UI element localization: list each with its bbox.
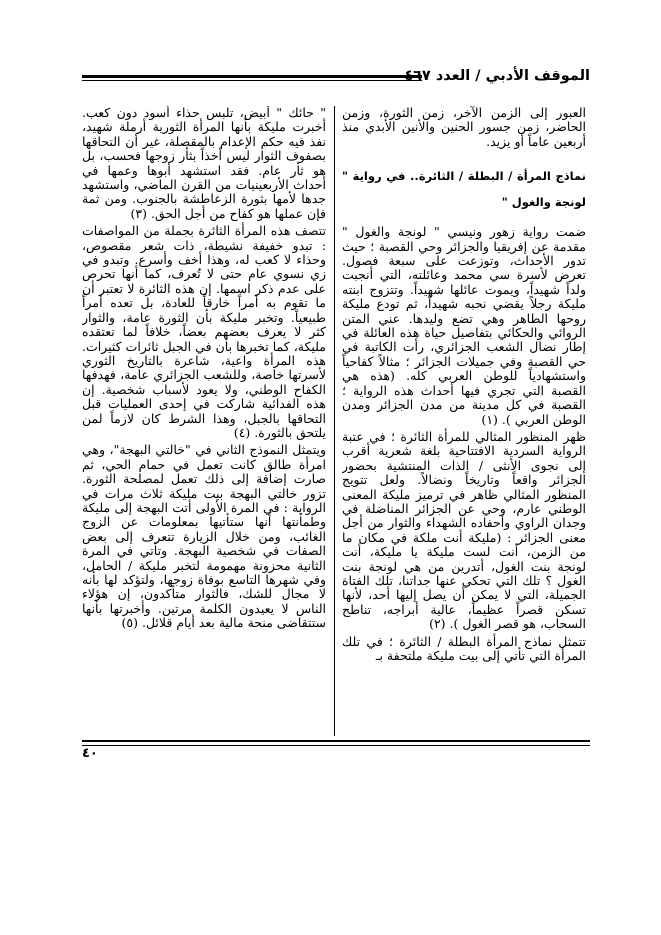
- body-paragraph: ظهر المنظور المثالي للمرأة الثائرة ؛ في عتبة الرواية السردية الافتتاحية بلغة شعرية أقرب إلى نجوى الأنثى / الذات المنتشية بحضور الجزائر واقعاً وتاريخاً ونضالاً. ولعل تتويج المنظور المثالي ظاهر في ترميز مليكة المعنى الوطني عارم، وحي عن الجزائر المناضلة في وجدان الراوي وأحفاده الشهداء والثوار من أجل معنى الجزائر : (مليكة أنت ملكة في مكان ما من الزمن، أنت لست مليكة يا مليكة، أنت لونجة بنت الغول، أتدرين من هي لونجة بنت الغول ؟ تلك التي تحكي عنها جداتنا، تلك الفتاة الجميلة، التي لا يمكن أن يصل إليها أحد، لأنها تسكن قصراً عظيماً، عالية أبراجه، تناطح السحاب، هو قصر الغول ). (٢): [342, 428, 586, 632]
- body-paragraph: تتمثل نماذج المرأة البطلة / الثائرة ؛ في تلك المرأة التي تأتي إلى بيت مليكة ملتحفة بـ: [342, 633, 586, 663]
- body-paragraph: ويتمثل النموذج الثاني في "خالتي البهجة"، وهي امرأة طالق كانت تعمل في حمام الحي، ثم صارت إضافة إلى ذلك تعمل لمصلحة الثورة. تزور خالتي البهجة بيت مليكة ثلاث مرات في الرواية : في المرة الأولى أتت البهجة إلى مليكة وطمأنتها أنها ستأتيها بمعلومات عن الزوج الغائب، ومن خلال الزيارة تتعرف إلى بعض الصفات في شخصية البهجة. وتأتي في المرة الثانية محزونة مهمومة لتخبر مليكة / الحامل، وفي شهرها التاسع بوفاة زوجها، ولتؤكد لها بأنه لا مجال للشك، فالثوار متأكدون، إن هؤلاء الناس لا يعيدون الكلمة مرتين. وأخبرتها بأنها ستتقاضى منحة مالية بعد أيام قلائل. (٥): [82, 442, 326, 631]
- journal-title: الموقف الأدبي / العدد ٤٦٧: [404, 68, 590, 84]
- footer-rule-thin: [82, 745, 590, 746]
- page-number: ٤٠: [82, 746, 98, 761]
- running-header: [82, 66, 590, 90]
- body-paragraph: ضمت رواية زهور ونيسي " لونجة والغول " مقدمة عن إفريقيا والجزائر وحي القصبة ؛ حيث تدور الأحداث، وتوزعت على سبعة فصول. تعرض لأسرة سي محمد وعائلته، التي أنجبت ولداً شهيداً، ويموت عائلها شهيداً. وتتزوج ابنته مليكة رجلاً يقضي نحبه شهيداً، ثم تودع مليكة روحها الطاهر وهي تضع وليدها. عني المتن الروائي والحكائي بتفاصيل حياة هذه العائلة في إطار نضال الشعب الجزائري، رأت الكاتبة في حي القصبة وفي جميلات الجزائر ؛ مثالاً كفاحياً واستشهادياً للوطن العربي كله. (هذه هي القصبة التي تجري فيها أحداث هذه الرواية ؛ القصبة في كل مدينة من مدن الجزائر ومدن الوطن العربي ). (١): [342, 224, 586, 427]
- column-divider: [334, 106, 335, 736]
- right-column: [342, 106, 586, 736]
- header-rule-thin: [82, 80, 422, 81]
- footer-rule-thick: [82, 740, 590, 742]
- body-paragraph: تتصف هذه المرأة الثائرة بجملة من المواصفات : تبدو خفيفة نشيطة، ذات شعر مقصوص، وحذاء لا كعب له، وهذا أخف وأسرع. وتبدو في زي نسوي عام حتى لا تُعرف، كما أنها تحرص على عدم ذكر اسمها. إن هذه الثائرة لا تعتبر أن ما تقوم به أمراً خارقاً للعادة، بل تعده أمراً طبيعياً. وتخبر مليكة بأن الثورة عامة، والثوار كثر لا يعرف بعضهم بعضاً، خلافاً لما تعتقده مليكة، كما تخبرها بأن في الجبل ثائرات كثيرات. هذه المرأة واعية، شاعرة بالتاريخ الثوري لأسرتها خاصة، وللشعب الجزائري عامة، فهدفها الكفاح الوطني، ولا يعود لأسباب شخصية. إن هذه الفدائية شاركت في إحدى العمليات قبل التحاقها بالجبل، وهذا الشرط كان لازماً لمن يلتحق بالثورة. (٤): [82, 223, 326, 440]
- body-paragraph: " حائك " أبيض، تلبس حذاء أسود دون كعب. أخبرت مليكة بأنها المرأة الثورية أرملة شهيد، نفذ فيه حكم الإعدام بالمقصلة، غير أن التحاقها بصفوف الثوار ليس أخذاً بثأر زوجها فحسب، بل هو ثأر عام. فقد استشهد أبوها وعمها في أحداث الأربعينيات من القرن الماضي، واستشهد جدها لأمها بثورة الزعاطشة بالجنوب. ومن ثمة فإن عملها هو كفاح من أجل الحق. (٣): [82, 106, 326, 221]
- left-column: [82, 106, 326, 736]
- header-rule-thick: [82, 75, 422, 78]
- intro-paragraph: العبور إلى الزمن الآخر، زمن الثورة، وزمن الحاضر، زمن جسور الحنين والأنين الأبدي منذ أربعين عاماً أو يزيد.: [342, 106, 586, 149]
- section-heading: نماذج المرأة / البطلة / الثائرة.. في رواية " لونجة والغول ": [342, 169, 586, 210]
